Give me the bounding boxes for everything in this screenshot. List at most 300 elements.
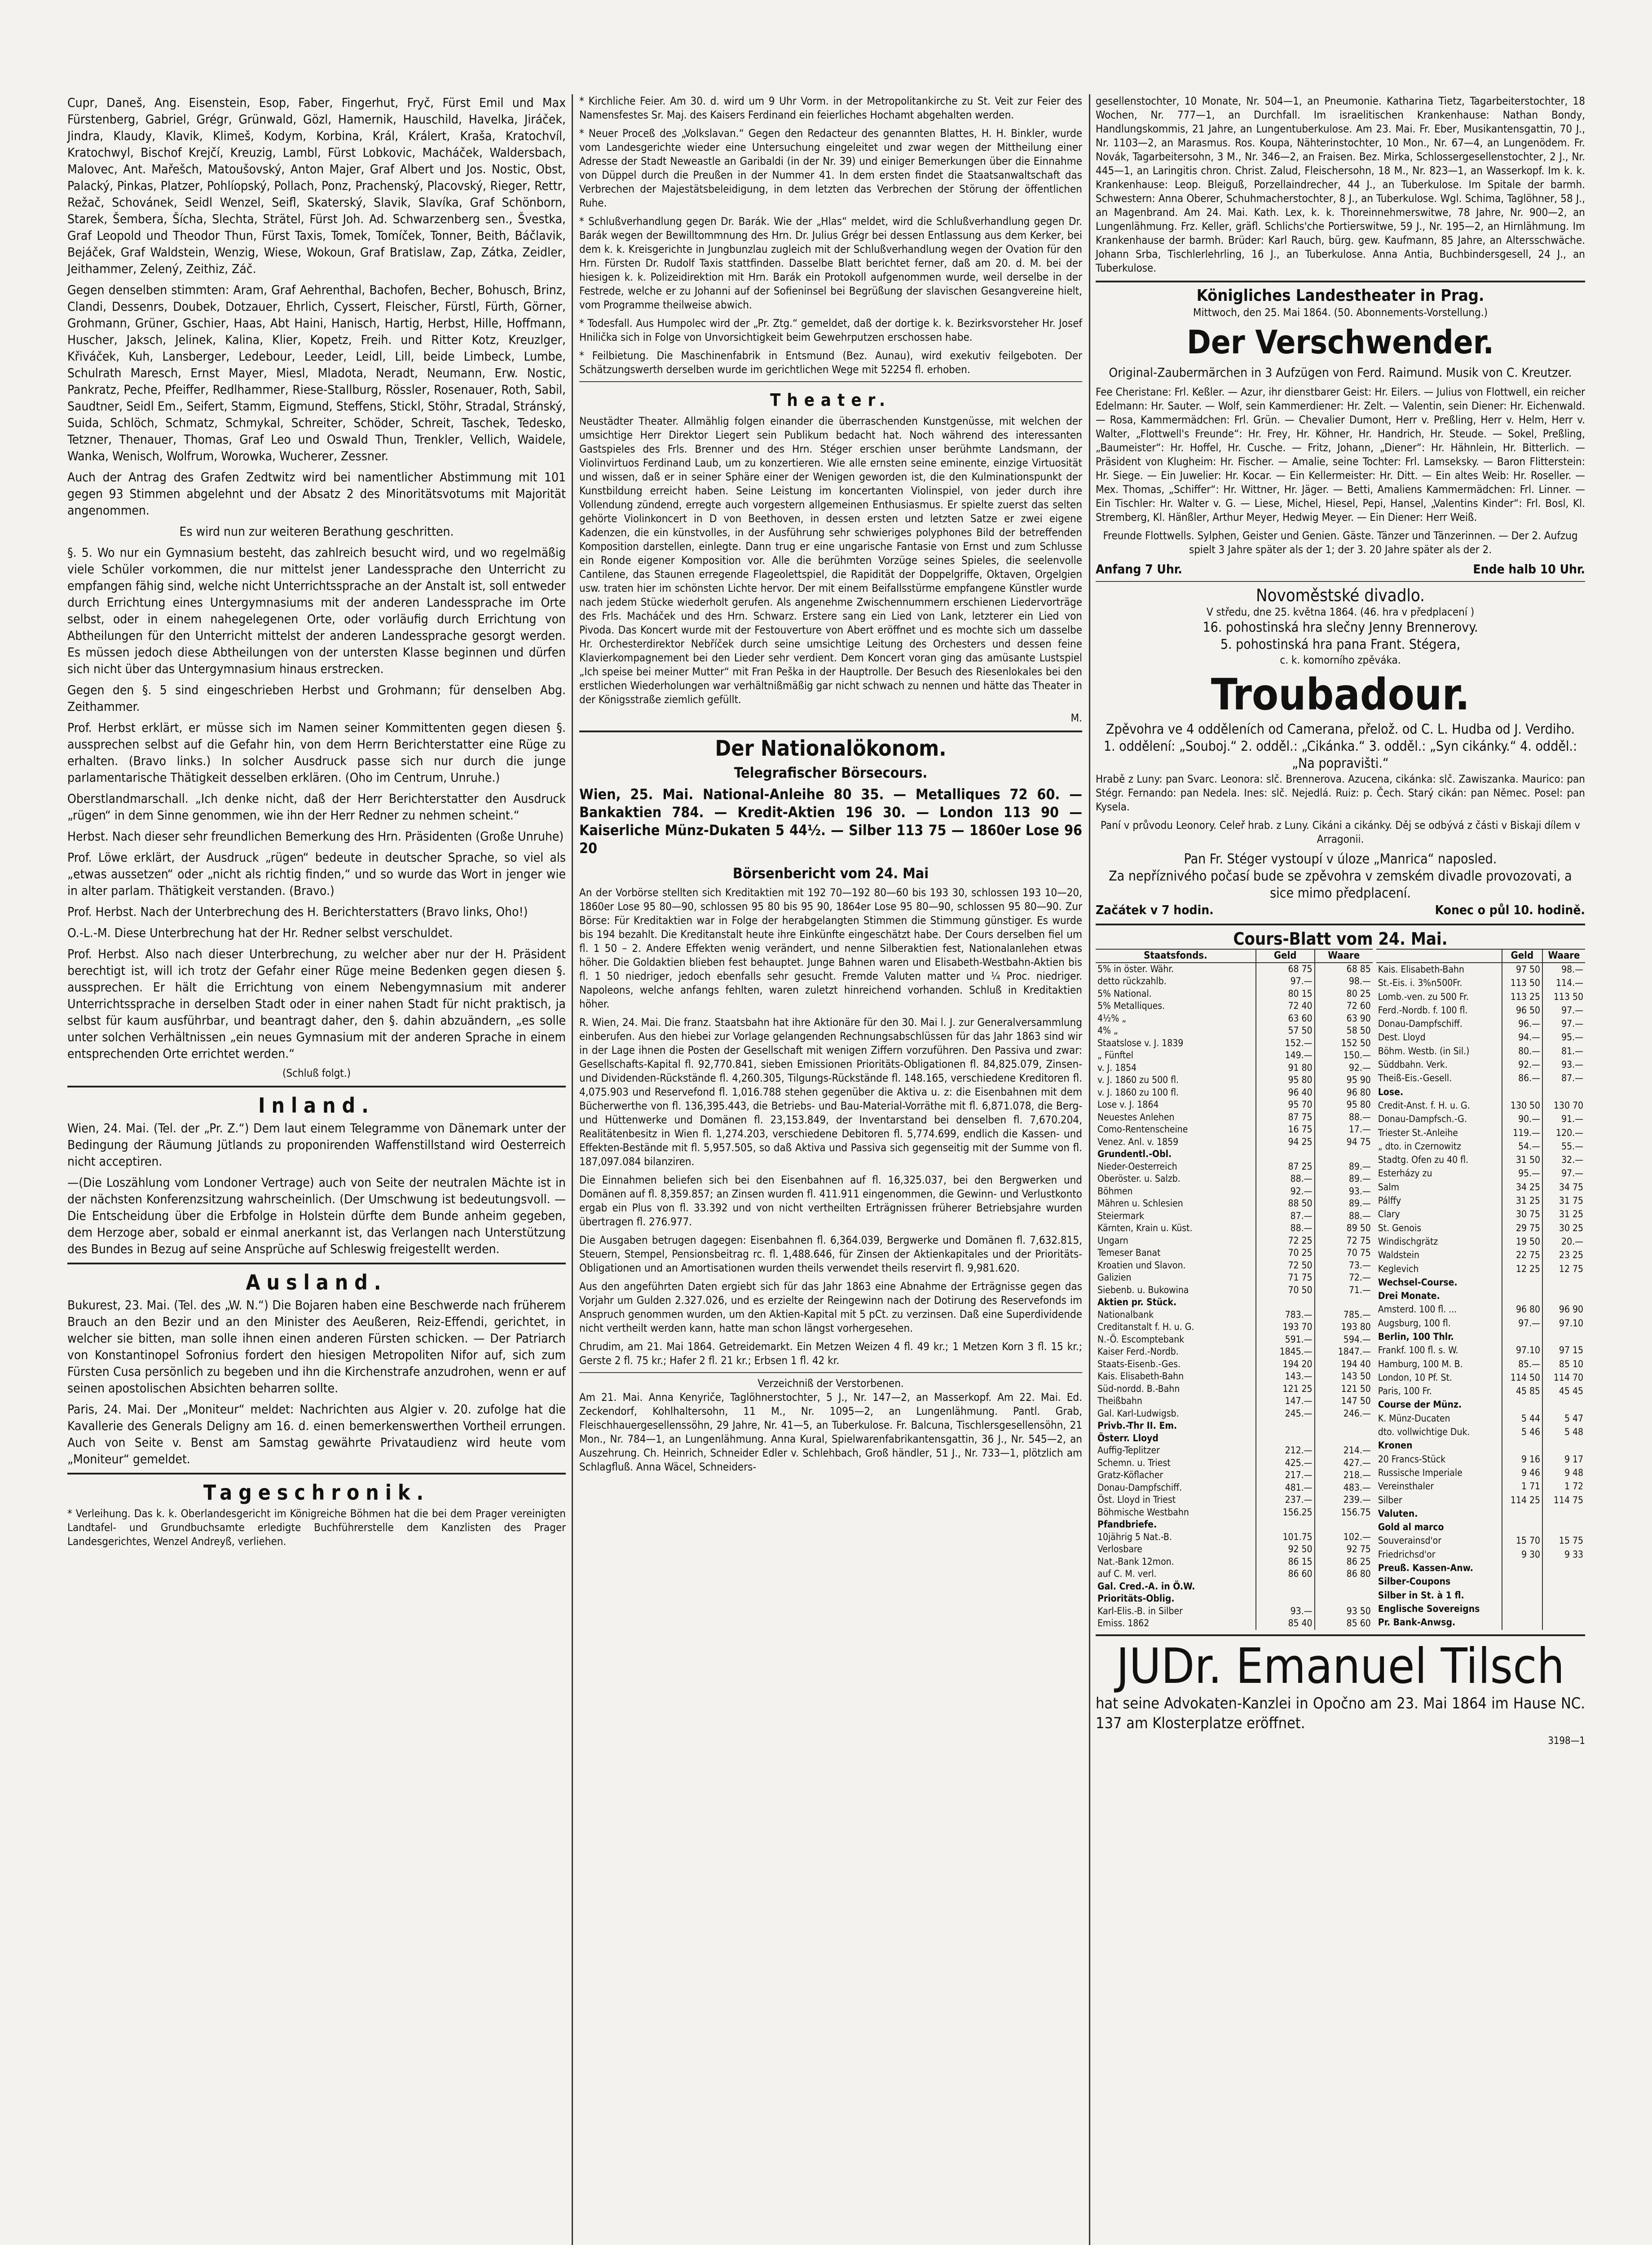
table-row	[1096, 1087, 1373, 1099]
price-cell: 88 50	[1256, 1197, 1315, 1210]
price-cell	[1542, 1562, 1585, 1575]
table-row	[1096, 1556, 1373, 1568]
section-heading-nationaloekonom: Der Nationalökonom.	[715, 736, 947, 761]
price-cell: 113 25	[1502, 990, 1542, 1004]
table-row	[1096, 1284, 1373, 1297]
ad-code: 3198—1	[1548, 1735, 1585, 1747]
price-cell: 5 48	[1542, 1426, 1585, 1439]
price-cell: 1 71	[1502, 1480, 1542, 1493]
table-row	[1096, 1370, 1373, 1383]
price-cell: 9 16	[1502, 1453, 1542, 1466]
security-name: St. Genois	[1378, 1222, 1422, 1233]
price-cell	[1502, 1575, 1542, 1589]
table-row	[1096, 1605, 1373, 1618]
table-row	[1096, 1482, 1373, 1494]
security-name: London, 10 Pf. St.	[1378, 1372, 1452, 1383]
price-cell: 481.—	[1256, 1482, 1315, 1494]
price-cell: 245.—	[1256, 1408, 1315, 1420]
cours-table-right	[1376, 949, 1585, 1630]
table-row	[1376, 1167, 1585, 1180]
price-cell: 95 80	[1315, 1099, 1373, 1111]
price-cell: 72 50	[1256, 1259, 1315, 1272]
security-name: Vereinsthaler	[1378, 1481, 1434, 1492]
table-row	[1376, 1290, 1585, 1303]
security-name: Augsburg, 100 fl.	[1378, 1317, 1451, 1329]
table-row	[1096, 1049, 1373, 1062]
security-name: Schemn. u. Triest	[1097, 1457, 1171, 1468]
price-cell: 114 70	[1542, 1371, 1585, 1385]
security-name: Venez. Anl. v. 1859	[1097, 1136, 1179, 1147]
table-row	[1096, 1185, 1373, 1198]
security-name: Süddbahn. Verk.	[1378, 1059, 1448, 1070]
paragraph: O.-L.-M. Diese Unterbrechung hat der Hr. Redner selbst verschuldet.	[67, 925, 453, 940]
price-cell: 80.—	[1502, 1044, 1542, 1058]
price-cell: 45 45	[1542, 1385, 1585, 1398]
price-cell	[1256, 1148, 1315, 1161]
price-cell	[1542, 1276, 1585, 1289]
price-cell: 19 50	[1502, 1235, 1542, 1249]
security-name: Karl-Elis.-B. in Silber	[1097, 1605, 1183, 1616]
price-cell	[1256, 1580, 1315, 1593]
price-cell: 98.—	[1542, 963, 1585, 977]
price-cell: 31 25	[1502, 1194, 1542, 1208]
price-cell: 147.—	[1256, 1395, 1315, 1408]
price-cell: 72 40	[1256, 1000, 1315, 1012]
price-cell: 95 90	[1315, 1074, 1373, 1087]
price-cell: 72.—	[1315, 1272, 1373, 1284]
security-name: Theiß-Eis.-Gesell.	[1378, 1073, 1452, 1084]
security-name: 20 Francs-Stück	[1378, 1453, 1446, 1465]
security-name: Waldstein	[1378, 1250, 1420, 1261]
security-name: Kronen	[1378, 1440, 1413, 1451]
price-cell: 93.—	[1542, 1058, 1585, 1072]
price-cell: 94 25	[1256, 1136, 1315, 1149]
security-name: Kais. Elisabeth-Bahn	[1378, 964, 1464, 975]
table-row	[1096, 1346, 1373, 1358]
ad-text: hat seine Advokaten-Kanzlei in Opočno am 23. Mai 1864 im Hause NC. 137 am Klosterplatze eröffnet.	[1096, 1694, 1585, 1732]
security-name: Aktien pr. Stück.	[1097, 1297, 1177, 1307]
paragraph: * Todesfall. Aus Humpolec wird der „Pr. Ztg.“ gemeldet, daß der dortige k. k. Bezirksvorsteher Hr. Josef Hnilička sich in Folge von Unvorsichtigkeit beim Gewehrputzen erschossen habe.	[579, 317, 1082, 343]
guest-line: 5. pohostinská hra pana Frant. Stégera,	[1220, 637, 1461, 652]
security-name: N.-Ö. Escomptebank	[1097, 1334, 1185, 1345]
table-row	[1376, 1153, 1585, 1167]
security-name: v. J. 1854	[1097, 1062, 1137, 1073]
price-cell: 70 75	[1315, 1247, 1373, 1259]
price-cell: 113 50	[1542, 990, 1585, 1004]
price-cell: 85.—	[1502, 1357, 1542, 1371]
table-row	[1096, 1506, 1373, 1519]
price-cell: 239.—	[1315, 1494, 1373, 1506]
newspaper-page	[67, 94, 1585, 2245]
price-cell: 87.—	[1256, 1210, 1315, 1223]
divider	[67, 1473, 566, 1475]
security-name: Friedrichsd'or	[1378, 1549, 1436, 1560]
security-name: Österr. Lloyd	[1097, 1432, 1159, 1444]
security-name: Kärnten, Krain u. Küst.	[1097, 1223, 1193, 1233]
paragraph: Die Ausgaben betrugen dagegen: Eisenbahnen fl. 6,364.039, Bergwerke und Domänen fl. 7,632.815, Steuern, Stempel, Pensionsbeitrag rc. fl. 1,488.646, für Zinsen der Aktienkapitales und der Prioritäts-Obligationen und an Amortisationen wurden theils verwendet theils reservirt fl. 9,981.620.	[579, 1234, 1082, 1274]
price-cell: 30 25	[1542, 1221, 1585, 1235]
show-times	[1096, 561, 1585, 577]
security-name: Pr. Bank-Anwsg.	[1378, 1617, 1456, 1628]
price-cell: 9 33	[1542, 1548, 1585, 1561]
price-cell: 9 17	[1542, 1453, 1585, 1466]
price-cell: 212.—	[1256, 1444, 1315, 1457]
table-row	[1096, 1222, 1373, 1235]
price-cell	[1502, 1602, 1542, 1616]
security-name: Stadtg. Ofen zu 40 fl.	[1378, 1154, 1469, 1166]
price-cell: 120.—	[1542, 1126, 1585, 1140]
opera-title: Troubadour.	[1211, 669, 1470, 720]
price-cell: 150.—	[1315, 1049, 1373, 1062]
table-row	[1376, 963, 1585, 977]
price-cell: 143.—	[1256, 1370, 1315, 1383]
price-cell: 96 80	[1502, 1303, 1542, 1316]
security-name: St.-Eis. i. 3%n500Fr.	[1378, 977, 1463, 989]
cast-list: Hrabě z Luny: pan Svarc. Leonora: slč. Brennerova. Azucena, cikánka: slč. Zawiszanka. Maurico: pan Stégr. Fernando: pan Nedela. Ines: slč. Nejedlá. Ruiz: p. Čech. Starý cikán: pan Němec. Posel: pan Kysela.	[1096, 773, 1585, 813]
price-cell: 89.—	[1315, 1161, 1373, 1173]
table-header: Waare	[1542, 949, 1585, 963]
table-row	[1376, 1044, 1585, 1058]
price-cell: 87 25	[1256, 1161, 1315, 1173]
signature: M.	[1070, 712, 1082, 724]
vote-list-against: Gegen denselben stimmten: Aram, Graf Aehrenthal, Bachofen, Becher, Bohusch, Brinz, Clandi, Dessenrs, Doubek, Dotzauer, Ehrlich, Cyssert, Fleischer, Fürstl, Fürth, Görner, Grohmann, Grüner, Gschier, Haas, Abt Haini, Hanisch, Hartig, Herbst, Hille, Hoffmann, Huscher, Jaksch, Jelinek, Kalina, Klier, Kopetz, Freih. und Ritter Kotz, Kreuzlger, Křiváček, Kuh, Lansberger, Ledebour, Leeder, Leidl, Lill, beide Limbeck, Lumbe, Schulrath Maresch, Ernst Mayer, Miesl, Mladota, Neradt, Neumann, Erw. Nostic, Pankratz, Peche, Pfeiffer, Redlhammer, Riese-Stallburg, Rössler, Rosenauer, Roth, Sabil, Saudtner, Seidl Em., Seifert, Stamm, Eigmund, Steffens, Stickl, Stöhr, Stradal, Stránský, Suida, Schlöch, Schmatz, Schmykal, Schreiter, Schöder, Schreit, Taschek, Tedesko, Tetzner, Thenauer, Thomas, Graf Leo und Oswald Thun, Trenkler, Vellich, Waidele, Wanka, Wenisch, Wolfrum, Worowka, Wucherer, Zessner.	[67, 282, 566, 463]
table-row	[1376, 1589, 1585, 1602]
paragraph: gesellenstochter, 10 Monate, Nr. 504—1, an Pneumonie. Katharina Tietz, Tagarbeiterstochter, 18 Wochen, Nr. 777—1, an Durchfall. Im israelitischen Krankenhause: Nathan Bondy, Handlungskommis, 21 Jahre, an Lungentuberkulose. Am 23. Mai. Fr. Eber, Musikantensgattin, 70 J., Nr. 1103—2, an Marasmus. Ros. Koupa, Nähterinstochter, 10 Mon., Nr. 67—4, an Lungenödem. Fr. Novák, Tagarbeitersohn, 3 M., Nr. 346—2, an Fraisen. Bez. Mirka, Schlossergesellenstochter, 2 J., Nr. 445—1, an Laringitis chron. Christ. Zalud, Fleischersohn, 18 M., Nr. 823—1, an Wasserkopf. Im k. k. Krankenhause: Leop. Bleiguß, Porzellaindrecher, 44 J., an Tuberkulose. Im Spitale der barmh. Schwestern: Anna Oberer, Schuhmacherstochter, 8 J., an Tuberkulose. Wgl. Schima, Taglöhner, 58 J., an Magenbrand. Am 24. Mai. Kath. Lex, k. k. Thoreinnehmerswitwe, 78 Jahre, Nr. 900—2, an Lungenlähmung. Frz. Keller, gräfl. Schlichs'che Portierswitwe, 59 J., Nr. 195—2, an Hirnlähmung. Im Krankenhause der barmh. Brüder: Karl Rauch, bürg. gew. Kaufmann, 85 Jahre, an Altersschwäche. Johann Srba, Tischlerlehrling, 16 J., an Tuberkulose. Anna Antia, Buchbindersgesell, 24 J., an Tuberkulose.	[1096, 95, 1585, 274]
price-cell: 94 75	[1315, 1136, 1373, 1149]
table-row	[1096, 1383, 1373, 1395]
end-time: Konec o půl 10. hodině.	[1435, 902, 1585, 917]
security-name: Donau-Dampfschiff.	[1378, 1018, 1463, 1030]
price-cell: 72 75	[1315, 1235, 1373, 1247]
security-name: Nationalbank	[1097, 1309, 1154, 1320]
security-name: Berlin, 100 Thlr.	[1378, 1331, 1454, 1342]
paragraph: Prof. Herbst erklärt, er müsse sich im Namen seiner Kommittenten gegen diesen §. aussprechen selbst auf die Gefahr hin, von dem Herrn Berichterstatter eine Rüge zu erhalten. (Bravo links.) In solcher Ausdruck passe sich nur durch die junge parlamentarische Thätigkeit desselben erklären. (Oho im Centrum, Unruhe.)	[67, 720, 566, 785]
security-name: Siebenb. u. Bukowina	[1097, 1284, 1189, 1295]
table-row	[1096, 1469, 1373, 1482]
divider	[579, 1372, 1082, 1373]
table-row	[1096, 1617, 1373, 1630]
opera-subtitle: Zpěvohra ve 4 odděleních od Camerana, přelož. od C. L. Hudba od J. Verdiho.	[1106, 722, 1575, 737]
price-cell	[1502, 1276, 1542, 1289]
paragraph: Bukurest, 23. Mai. (Tel. des „W. N.“) Die Bojaren haben eine Beschwerde nach früherem Brauch an den Bezir und an den Minister des Aeußeren, Reiz-Effendi, gerichtet, in welcher sie bitten, man solle ihnen einen anderen Fürsten schicken. — Der Patriarch von Konstantinopel Sofronius fordert den hiesigen Metropoliten Nifor auf, sich zum Fürsten Cusa persönlich zu begeben und ihn die Kirchenstrafe anzudrohen, wenn er auf seinen apostolischen Absichten beharren sollte.	[67, 1298, 566, 1395]
price-cell: 32.—	[1542, 1153, 1585, 1167]
paragraph: §. 5. Wo nur ein Gymnasium besteht, das zahlreich besucht wird, und wo regelmäßig viele Schüler vorkommen, die nur mittelst jener Landessprache den Unterricht zu empfangen fähig sind, welche nicht Unterrichtssprache an der Anstalt ist, soll entweder durch Errichtung eines Untergymnasiums mit der anderen Landessprache im Orte selbst, oder in einem nahegelegenen Orte, oder vorläufig durch Errichtung von Abtheilungen für den Unterricht mittelst der anderen Landessprache gesorgt werden. Es müssen jedoch diese Abtheilungen von der untersten Klasse beginnen und dürfen sich nicht über das Untergymnasium hinaus erstrecken.	[67, 545, 566, 676]
price-cell: 80 25	[1315, 988, 1373, 1000]
divider	[579, 381, 1082, 382]
section-heading-ausland: Ausland.	[246, 1270, 388, 1294]
security-name: Grundentl.-Obl.	[1097, 1149, 1172, 1159]
price-cell: 214.—	[1315, 1444, 1373, 1457]
security-name: Oberöster. u. Salzb.	[1097, 1173, 1181, 1184]
security-name: Wechsel-Course.	[1378, 1277, 1458, 1288]
table-row	[1096, 1123, 1373, 1136]
price-cell: 12 75	[1542, 1262, 1585, 1276]
price-cell: 114 25	[1502, 1493, 1542, 1507]
table-row	[1096, 1296, 1373, 1309]
price-cell: 101.75	[1256, 1531, 1315, 1544]
price-cell: 156.25	[1256, 1506, 1315, 1519]
security-name: Credit-Anst. f. H. u. G.	[1378, 1100, 1470, 1111]
price-cell	[1502, 1439, 1542, 1453]
table-row	[1376, 1602, 1585, 1616]
security-name: 4% „	[1097, 1025, 1118, 1036]
price-cell: 16 75	[1256, 1123, 1315, 1136]
price-cell: 97.10	[1542, 1316, 1585, 1330]
security-name: Lose.	[1378, 1086, 1404, 1097]
price-cell: 91 80	[1256, 1062, 1315, 1074]
price-cell: 130 70	[1542, 1099, 1585, 1113]
price-cell: 143 50	[1315, 1370, 1373, 1383]
table-row	[1376, 1303, 1585, 1316]
price-cell: 113 50	[1502, 977, 1542, 990]
paragraph: Pan Fr. Stéger vystoupí v úloze „Manrica“ naposled.	[1184, 851, 1497, 867]
price-cell: 95.—	[1542, 1031, 1585, 1044]
price-cell	[1315, 1420, 1373, 1432]
price-cell: 97.—	[1542, 1017, 1585, 1031]
price-cell: 93 50	[1315, 1605, 1373, 1618]
theater-heading-czech: Novoměstské divadlo.	[1256, 585, 1425, 605]
security-name: Gal. Karl-Ludwigsb.	[1097, 1408, 1179, 1419]
section-heading-theater: Theater.	[770, 390, 891, 410]
table-row	[1096, 1580, 1373, 1593]
ad-name: JUDr. Emanuel Tilsch	[1116, 1638, 1565, 1695]
table-row	[1096, 1432, 1373, 1445]
price-cell: 34 25	[1502, 1180, 1542, 1194]
price-cell: 85 40	[1256, 1617, 1315, 1630]
table-row	[1096, 1074, 1373, 1087]
table-row	[1096, 1444, 1373, 1457]
security-name: Drei Monate.	[1378, 1290, 1440, 1302]
price-cell: 91.—	[1542, 1113, 1585, 1126]
security-name: detto rückzahlb.	[1097, 976, 1167, 986]
price-cell: 237.—	[1256, 1494, 1315, 1506]
price-cell: 85 10	[1542, 1357, 1585, 1371]
security-name: v. J. 1860 zu 500 fl.	[1097, 1074, 1179, 1085]
cast-list: Fee Cheristane: Frl. Keßler. — Azur, ihr dienstbarer Geist: Hr. Eilers. — Julius von Flottwell, ein reicher Edelmann: Hr. Sauter. — Wolf, sein Kammerdiener: Hr. Zelt. — Valentin, sein Diener: Hr. Eichenwald. — Rosa, Kammermädchen: Frl. Grün. — Chevalier Dumont, Herr v. Preßling, Herr v. Helm, Herr v. Walter, „Flottwell's Freunde“: Hr. Frey, Hr. Köhner, Hr. Handrich, Hr. Steude. — Sokel, Preßling, „Baumeister“: Hr. Hoffel, Hr. Cusche. — Fritz, Johann, „Diener“: Hr. Hähnlein, Hr. Bitterlich. — Präsident von Klugheim: Hr. Fischer. — Amalie, seine Tochter: Frl. Lamseksky. — Baron Flitterstein: Hr. Siege. — Ein Juwelier: Hr. Kocar. — Ein Kellermeister: Hr. Ditt. — Ein altes Weib: Hr. Roseller. — Mex. Thomas, „Schiffer“: Hr. Wittner, Hr. Jäger. — Betti, Amaliens Kammermädchen: Frl. Linner. — Ein Tischler: Hr. Walter v. G. — Liese, Michel, Hiesel, Pepi, Hansel, „Valentins Kinder“: Frl. Bosl, Kl. Stremberg, Kl. Hänßler, Arthur Meyer, Hedwig Meyer. — Ein Diener: Herr Weiß.	[1096, 386, 1585, 524]
security-name: Emiss. 1862	[1097, 1618, 1150, 1629]
security-name: Theißbahn	[1097, 1395, 1142, 1406]
price-cell: 121 25	[1256, 1383, 1315, 1395]
price-cell	[1502, 1398, 1542, 1412]
price-cell: 5 47	[1542, 1412, 1585, 1425]
column-left	[67, 94, 566, 1553]
price-cell: 92.—	[1502, 1058, 1542, 1072]
security-name: Pálffy	[1378, 1195, 1401, 1206]
security-name: Mähren u. Schlesien	[1097, 1198, 1183, 1209]
security-name: Triester St.-Anleihe	[1378, 1127, 1458, 1138]
price-cell: 94.—	[1502, 1031, 1542, 1044]
continuation-note: (Schluß folgt.)	[282, 1067, 351, 1079]
price-cell: 89 50	[1315, 1222, 1373, 1235]
table-row	[1376, 1194, 1585, 1208]
price-cell	[1502, 1616, 1542, 1630]
price-cell: 29 75	[1502, 1221, 1542, 1235]
price-cell: 15 70	[1502, 1534, 1542, 1548]
security-name: Öst. Lloyd in Triest	[1097, 1494, 1176, 1505]
price-cell: 72 25	[1256, 1235, 1315, 1247]
security-name: Böhmen	[1097, 1185, 1133, 1197]
begin-time: Začátek v 7 hodin.	[1096, 902, 1214, 917]
price-cell: 68 75	[1256, 963, 1315, 976]
price-cell	[1502, 1507, 1542, 1520]
security-name: Privb.-Thr II. Em.	[1097, 1420, 1177, 1431]
table-row	[1376, 1316, 1585, 1330]
paragraph: Freunde Flottwells. Sylphen, Geister und Genien. Gäste. Tänzer und Tänzerinnen. — Der 2. Aufzug spielt 3 Jahre später als der 1; der 3. 20 Jahre später als der 2.	[1103, 529, 1578, 556]
price-cell: 72 60	[1315, 1000, 1373, 1012]
show-times	[1096, 902, 1585, 918]
price-cell: 102.—	[1315, 1531, 1373, 1544]
table-row	[1376, 1439, 1585, 1453]
table-row	[1096, 1494, 1373, 1506]
security-name: 4½% „	[1097, 1012, 1127, 1024]
column-middle	[579, 94, 1082, 1479]
price-cell	[1502, 1562, 1542, 1575]
price-cell: 92 75	[1315, 1543, 1373, 1556]
paragraph: —(Die Loszählung vom Londoner Vertrage) auch von Seite der neutralen Mächte ist in der nächsten Konferenzsitzung wahrscheinlich. (Der Umschwung ist bedeutungsvoll. — Die Entscheidung über die Erbfolge in Holstein dürfte dem Bunde anheim gegeben, dem Herzoge aber, sobald er einmal anerkannt ist, das Verlangen nach Unterstützung des Bundes in Bezug auf seine Ansprüche auf Schleswig freigestellt werden.	[67, 1175, 566, 1256]
table-row	[1376, 1426, 1585, 1439]
price-cell: 594.—	[1315, 1334, 1373, 1346]
price-cell: 1 72	[1542, 1480, 1585, 1493]
table-row	[1096, 1235, 1373, 1247]
play-subtitle: Original-Zaubermärchen in 3 Aufzügen von Ferd. Raimund. Musik von C. Kreutzer.	[1109, 365, 1572, 380]
section-heading-inland: Inland.	[258, 1093, 375, 1118]
price-cell: 58 50	[1315, 1025, 1373, 1037]
table-row	[1376, 1058, 1585, 1072]
security-name: Kais. Elisabeth-Bahn	[1097, 1371, 1184, 1382]
security-name: Preuß. Kassen-Anw.	[1378, 1563, 1473, 1574]
table-row	[1376, 1017, 1585, 1031]
price-cell: 95 70	[1256, 1099, 1315, 1111]
security-name: 10jährig 5 Nat.-B.	[1097, 1531, 1172, 1542]
table-row	[1096, 1210, 1373, 1223]
security-name: Russische Imperiale	[1378, 1467, 1463, 1478]
price-cell: 95.—	[1502, 1167, 1542, 1180]
price-cell: 591.—	[1256, 1334, 1315, 1346]
security-name: Verlosbare	[1097, 1544, 1142, 1554]
price-cell: 87.—	[1542, 1072, 1585, 1085]
security-name: Ferd.-Nordb. f. 100 fl.	[1378, 1004, 1468, 1016]
price-cell	[1315, 1580, 1373, 1593]
price-cell	[1542, 1398, 1585, 1412]
paragraph: Paris, 24. Mai. Der „Moniteur“ meldet: Nachrichten aus Algier v. 20. zufolge hat die Kavallerie des Generals Deligny am 16. d. einen bemerkenswerthen Vortheil errungen. Auch von Seite v. Benst am Samstag gewährte Privataudienz wird heute vom „Moniteur“ gemeldet.	[67, 1402, 566, 1466]
table-row	[1376, 990, 1585, 1004]
security-name: Keglevich	[1378, 1263, 1419, 1274]
price-cell: 98.—	[1315, 975, 1373, 988]
price-cell: 218.—	[1315, 1469, 1373, 1482]
security-name: Course der Münz.	[1378, 1399, 1462, 1410]
paragraph: Wien, 24. Mai. (Tel. der „Pr. Z.“) Dem laut einem Telegramme von Dänemark unter der Bedingung der Räumung Jütlands zu proponirenden Waffenstillstand wird Oesterreich nicht acceptiren.	[67, 1121, 566, 1169]
price-cell: 85 60	[1315, 1617, 1373, 1630]
table-row	[1096, 1173, 1373, 1185]
security-name: auf C. M. verl.	[1097, 1568, 1157, 1579]
security-name: Staatslose v. J. 1839	[1097, 1037, 1184, 1048]
table-row	[1376, 1140, 1585, 1153]
table-row	[1376, 1072, 1585, 1085]
security-name: 5% Metalliques.	[1097, 1000, 1165, 1011]
table-header: Waare	[1315, 949, 1373, 963]
table-row	[1096, 1272, 1373, 1284]
price-cell: 30 75	[1502, 1208, 1542, 1221]
price-cell: 22 75	[1502, 1249, 1542, 1262]
section-heading-tageschronik: Tageschronik.	[203, 1480, 430, 1505]
security-name: Lose v. J. 1864	[1097, 1099, 1159, 1110]
table-row	[1096, 1593, 1373, 1605]
paragraph: Prof. Herbst. Nach der Unterbrechung des H. Berichterstatters (Bravo links, Oho!)	[67, 904, 528, 919]
table-row	[1096, 1000, 1373, 1012]
price-cell: 54.—	[1502, 1140, 1542, 1153]
table-row	[1376, 1548, 1585, 1561]
price-cell	[1315, 1148, 1373, 1161]
price-cell: 20.—	[1542, 1235, 1585, 1249]
security-name: Kaiser Ferd.-Nordb.	[1097, 1346, 1179, 1357]
price-cell: 23 25	[1542, 1249, 1585, 1262]
security-name: Paris, 100 Fr.	[1378, 1386, 1432, 1397]
table-header	[1376, 949, 1502, 963]
price-cell	[1542, 1589, 1585, 1602]
price-cell: 152.—	[1256, 1037, 1315, 1050]
end-time: Ende halb 10 Uhr.	[1473, 562, 1585, 577]
paragraph: An der Vorbörse stellten sich Kreditaktien mit 192 70—192 80—60 bis 193 30, schlossen 193 10—20, 1860er Lose 95 80—90, schlossen 95 80 bis 95 90, 1864er Lose 95 80—90, schlossen 95 80—90. Zur Börse: Für Kreditaktien war in Folge der herabgelangten Stimmen die Stimmung günstiger. Es wurde bis 194 bezahlt. Die Kreditanstalt heute ihre Einkünfte eingeschätzt habe. Der Cours derselben fiel um fl. 1 50 – 2. Andere Effekten wenig verändert, und nenne Silberaktien fest, Nationalanlehen etwas höher. Die Goldaktien blieben fest behauptet. Junge Bahnen waren und Elisabeth-Westbahn-Aktien bis fl. 1 50 niedriger, jedoch ebenfalls sehr gesucht. Fremde Valuten matter und ¼ Proc. niedriger. Napoleons, welche anfangs fehlten, waren zuletzt hinreichend vorhanden. Schluß in Kreditaktien höher.	[579, 886, 1082, 1010]
column-rule	[1089, 94, 1090, 2245]
price-cell: 17.—	[1315, 1123, 1373, 1136]
table-row	[1376, 1385, 1585, 1398]
security-name: Nat.-Bank 12mon.	[1097, 1556, 1174, 1567]
table-row	[1096, 963, 1373, 976]
price-cell: 194 20	[1256, 1358, 1315, 1371]
price-cell: 86 80	[1315, 1568, 1373, 1580]
cours-tables	[1096, 949, 1585, 1630]
security-name: Neuestes Anlehen	[1097, 1111, 1175, 1122]
price-cell	[1542, 1330, 1585, 1344]
price-cell: 97 50	[1502, 963, 1542, 977]
security-name: Souverainsd'or	[1378, 1535, 1441, 1546]
security-name: Kroatien und Slavon.	[1097, 1259, 1186, 1271]
price-cell: 96 50	[1502, 1004, 1542, 1017]
price-cell: 97.—	[1502, 1316, 1542, 1330]
acts-list: 1. oddělení: „Souboj.“ 2. odděl.: „Cikánka.“ 3. odděl.: „Syn cikánky.“ 4. odděl.: „Na popravišti.“	[1103, 739, 1577, 771]
security-name: Frankf. 100 fl. s. W.	[1378, 1345, 1458, 1356]
security-name: Böhm. Westb. (in Sil.)	[1378, 1045, 1470, 1056]
price-cell	[1542, 1575, 1585, 1589]
price-cell: 63 90	[1315, 1012, 1373, 1025]
cours-heading: Cours-Blatt vom 24. Mai.	[1233, 929, 1448, 949]
paragraph: * Kirchliche Feier. Am 30. d. wird um 9 Uhr Vorm. in der Metropolitankirche zu St. Veit zur Feier des Namensfestes Sr. Maj. des Kaisers Ferdinand ein feierliches Hochamt abgehalten werden.	[579, 95, 1082, 121]
price-cell	[1542, 1290, 1585, 1303]
table-row	[1376, 1344, 1585, 1357]
table-row	[1096, 1025, 1373, 1037]
price-cell	[1256, 1432, 1315, 1445]
security-name: Englische Sovereigns	[1378, 1603, 1480, 1614]
price-cell: 246.—	[1315, 1408, 1373, 1420]
begin-time: Anfang 7 Uhr.	[1096, 562, 1182, 577]
security-name: Ungarn	[1097, 1235, 1128, 1246]
table-row	[1376, 1180, 1585, 1194]
price-cell: 80 15	[1256, 988, 1315, 1000]
paragraph: * Schlußverhandlung gegen Dr. Barák. Wie der „Hlas“ meldet, wird die Schlußverhandlung gegen Dr. Barák wegen der Bewilltommnung des Hrn. Dr. Julius Grégr bei dessen Entlassung aus dem Kerker, bei dem k. k. Kreisgerichte in Jungbunzlau zugleich mit der Schlußverhandlung wegen der Ovation für den Hrn. Fürsten Dr. Rudolf Taxis stattfinden. Dasselbe Blatt berichtet ferner, daß am 20. d. M. bei der hiesigen k. k. Polizeidirektion mit Hrn. Barák ein Protokoll aufgenommen wurde, weil derselbe in der Festrede, welche er zu Johanni auf der Sofieninsel bei Begrüßung der slavischen Gesangvereine hielt, vom Programme theilweise abwich.	[579, 215, 1082, 311]
cours-table-left	[1096, 949, 1373, 1630]
table-row	[1376, 1412, 1585, 1425]
price-cell: 97 15	[1542, 1344, 1585, 1357]
divider	[579, 731, 1082, 732]
price-cell	[1542, 1507, 1585, 1520]
price-cell: 97.—	[1542, 1004, 1585, 1017]
table-row	[1096, 1321, 1373, 1334]
play-title: Der Verschwender.	[1187, 323, 1494, 361]
security-name: „ Fünftel	[1097, 1050, 1134, 1061]
price-cell: 427.—	[1315, 1457, 1373, 1470]
security-name: „ dto. in Czernowitz	[1378, 1140, 1462, 1152]
table-row	[1376, 1534, 1585, 1548]
